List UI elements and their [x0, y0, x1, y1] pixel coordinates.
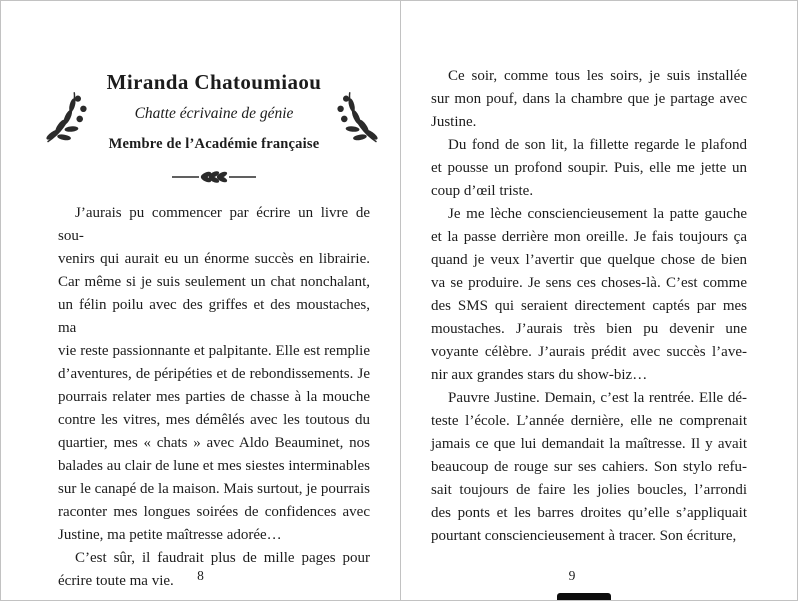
text-line: et la passe derrière mon oreille. Je fais toujours ça: [431, 229, 747, 245]
text-line: quartier, mes « chats » avec Aldo Beauminet, nos: [58, 435, 370, 451]
text-line: Car même si je suis seulement un chat nonchalant,: [58, 274, 370, 290]
text-line: nir aux grandes stars du show-biz…: [431, 367, 648, 383]
text-line: teste l’école. L’année dernière, elle ne comprenait: [431, 413, 747, 429]
text-line: des ponts et les barres droites qu’elle s’appliquait: [431, 505, 747, 521]
left-page-body: [58, 202, 370, 593]
paragraph: [58, 202, 370, 547]
text-line: d’aventures, de péripéties et de rebondissements. Je: [58, 366, 370, 382]
text-line: pourrais relater mes parties de chasse à la mouche: [58, 389, 370, 405]
bottom-bar-fragment: [557, 593, 611, 601]
paragraph: [431, 134, 747, 203]
text-line: coup d’œil triste.: [431, 183, 534, 199]
text-line: Justine.: [431, 114, 477, 130]
chapter-subtitle: Chatte écrivaine de génie: [134, 105, 294, 122]
olive-branch-icon: [336, 87, 382, 149]
text-line: Pauvre Justine. Demain, c’est la rentrée. Elle dé-: [448, 390, 747, 406]
text-line: un félin poilu avec des griffes et des moustaches, ma: [58, 297, 370, 336]
text-line: contre les vitres, mes démêlés avec les toutous du: [58, 412, 370, 428]
text-line: des SMS qui seraient directement captés par mes: [431, 298, 747, 314]
text-line: sur le canapé de la maison. Mais surtout, je pourrais: [58, 481, 370, 497]
text-line: beaucoup de rouge sur ses cahiers. Son stylo refu-: [431, 459, 747, 475]
paragraph: [431, 387, 747, 548]
text-line: Je me lèche consciencieusement la patte gauche: [448, 206, 747, 222]
text-line: va se produire. Je sens ces choses-là. C’est comme: [431, 275, 747, 291]
text-line: jamais ce que lui demandait la maîtresse. Il y avait: [431, 436, 747, 452]
text-line: Ce soir, comme tous les soirs, je suis installée: [448, 68, 747, 84]
text-line: Du fond de son lit, la fillette regarde le plafond: [448, 137, 747, 153]
text-line: pourtant consciencieusement à tracer. Son écriture,: [431, 528, 737, 544]
text-line: J’aurais pu commencer par écrire un livre de sou-: [58, 205, 370, 244]
chapter-header: [58, 1, 370, 186]
text-line: balades au clair de lune et mes siestes interminables: [58, 458, 370, 474]
chapter-affiliation: Membre de l’Académie française: [108, 136, 320, 152]
left-page: [1, 1, 400, 600]
paragraph: [431, 65, 747, 134]
text-line: Justine, ma petite maîtresse adorée…: [58, 527, 282, 543]
text-line: voyante célèbre. J’aurais prédit avec succès l’ave-: [431, 344, 747, 360]
text-line: écrire toute ma vie.: [58, 573, 174, 589]
text-line: C’est sûr, il faudrait plus de mille pages pour: [75, 550, 370, 566]
text-line: moustaches. J’aurais très bien pu devenir une: [431, 321, 747, 337]
text-line: sur mon pouf, dans la chambre que je partage avec: [431, 91, 747, 107]
text-line: sait toujours de faire les jolies boucles, l’arrondi: [431, 482, 747, 498]
text-line: et pousse un profond soupir. Puis, elle me jette un: [431, 160, 747, 176]
right-page-number: 9: [568, 568, 576, 583]
text-line: vie reste passionnante et palpitante. Elle est remplie: [58, 343, 370, 359]
text-line: venirs qui aurait eu un énorme succès en librairie.: [58, 251, 370, 267]
leaf-flourish-divider-icon: [58, 168, 370, 186]
text-line: quand je veux l’avertir que quelque chose de bien: [431, 252, 747, 268]
text-line: raconter mes longues soirées de confidences avec: [58, 504, 370, 520]
paragraph: [431, 203, 747, 387]
right-page: [401, 1, 798, 600]
left-page-number: 8: [197, 568, 204, 583]
olive-branch-icon: [42, 87, 88, 149]
right-page-body: [431, 65, 747, 548]
chapter-title: Miranda Chatoumiaou: [106, 70, 322, 94]
